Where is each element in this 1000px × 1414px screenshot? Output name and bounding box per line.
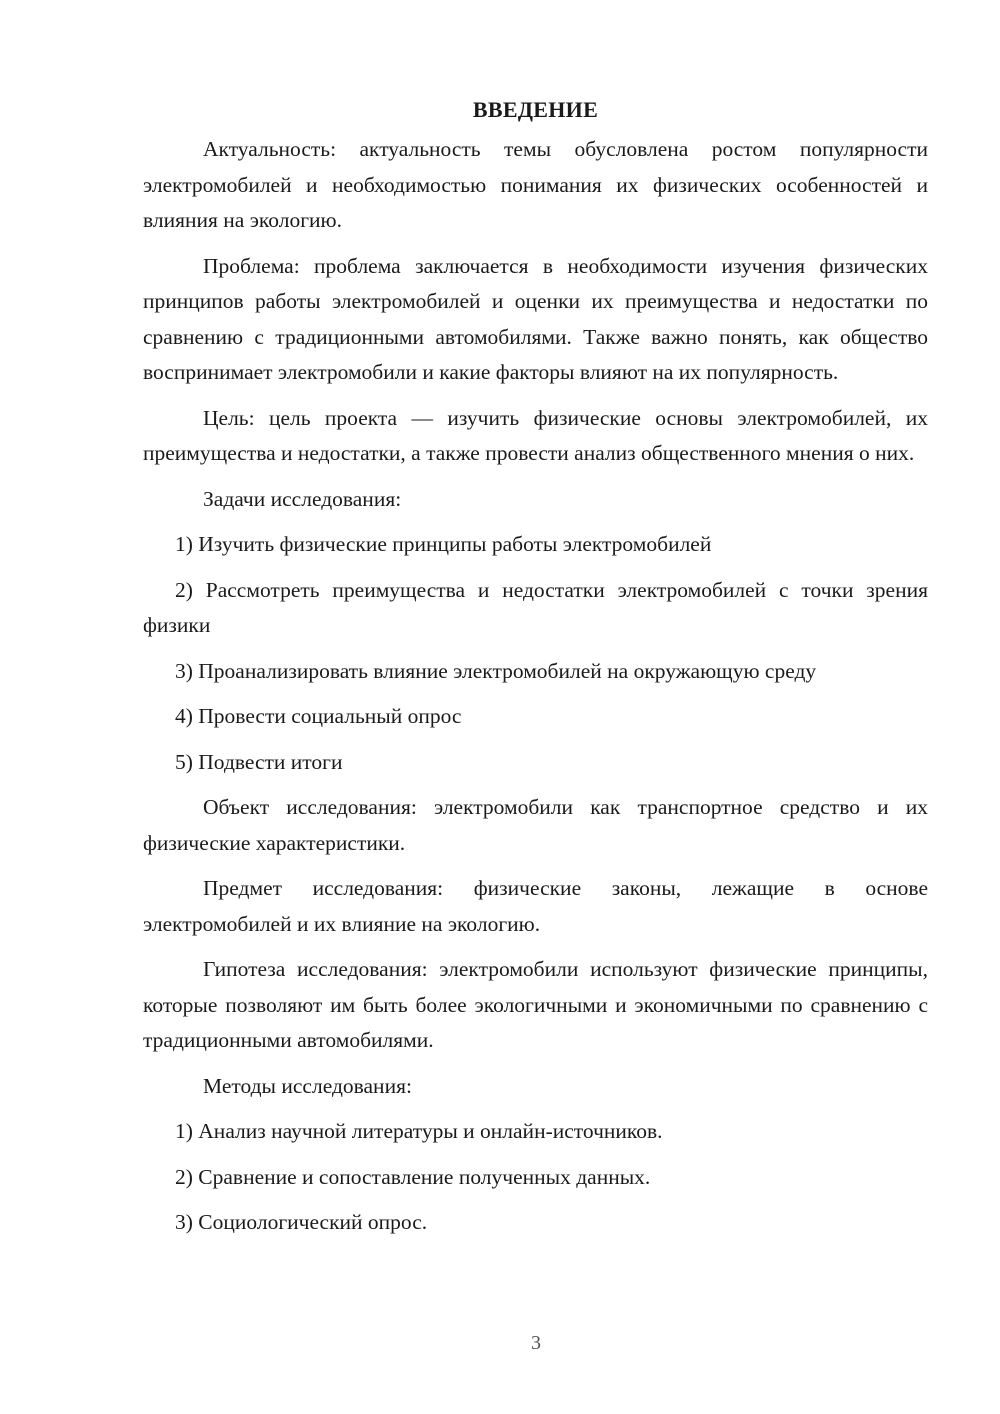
problem-paragraph: Проблема: проблема заключается в необходимости изучения физических принципов работы электромобилей и оценки их преимущества и недостатки по сравнению с традиционными автомобилями. Также важно понять, как общество воспринимает электромобили и какие факторы влияют на их популярность. [143, 253, 928, 384]
hypothesis-paragraph: Гипотеза исследования: электромобили используют физические принципы, которые позволяют им быть более экологичными и экономичными по сравнению с традиционными автомобилями. [143, 957, 928, 1052]
task-item-1: 1) Изучить физические принципы работы электромобилей [175, 532, 712, 556]
method-item-2: 2) Сравнение и сопоставление полученных данных. [175, 1164, 651, 1189]
relevance-paragraph: Актуальность: актуальность темы обусловлена ростом популярности электромобилей и необходимостью понимания их физических особенностей и влияния на экологию. [143, 137, 928, 232]
method-item-1: 1) Анализ научной литературы и онлайн-источников. [175, 1119, 663, 1143]
task-item-4: 4) Провести социальный опрос [175, 704, 462, 728]
task-item-5: 5) Подвести итоги [175, 749, 343, 774]
goal-paragraph: Цель: цель проекта — изучить физические основы электромобилей, их преимущества и недостатки, а также провести анализ общественного мнения о них. [143, 405, 928, 465]
page-number: 3 [531, 1332, 541, 1354]
subject-paragraph: Предмет исследования: физические законы, лежащие в основе электромобилей и их влияние на экологию. [143, 876, 928, 936]
method-item-3: 3) Социологический опрос. [175, 1210, 428, 1234]
tasks-label: Задачи исследования: [203, 486, 402, 511]
document-page [143, 90, 928, 1251]
object-paragraph: Объект исследования: электромобили как транспортное средство и их физические характеристики. [143, 795, 928, 855]
page-title: ВВЕДЕНИЕ [472, 97, 599, 122]
methods-label: Методы исследования: [203, 1073, 412, 1098]
task-item-3: 3) Проанализировать влияние электромобилей на окружающую среду [175, 658, 817, 683]
task-item-2: 2) Рассмотреть преимущества и недостатки электромобилей с точки зрения физики [143, 577, 928, 637]
